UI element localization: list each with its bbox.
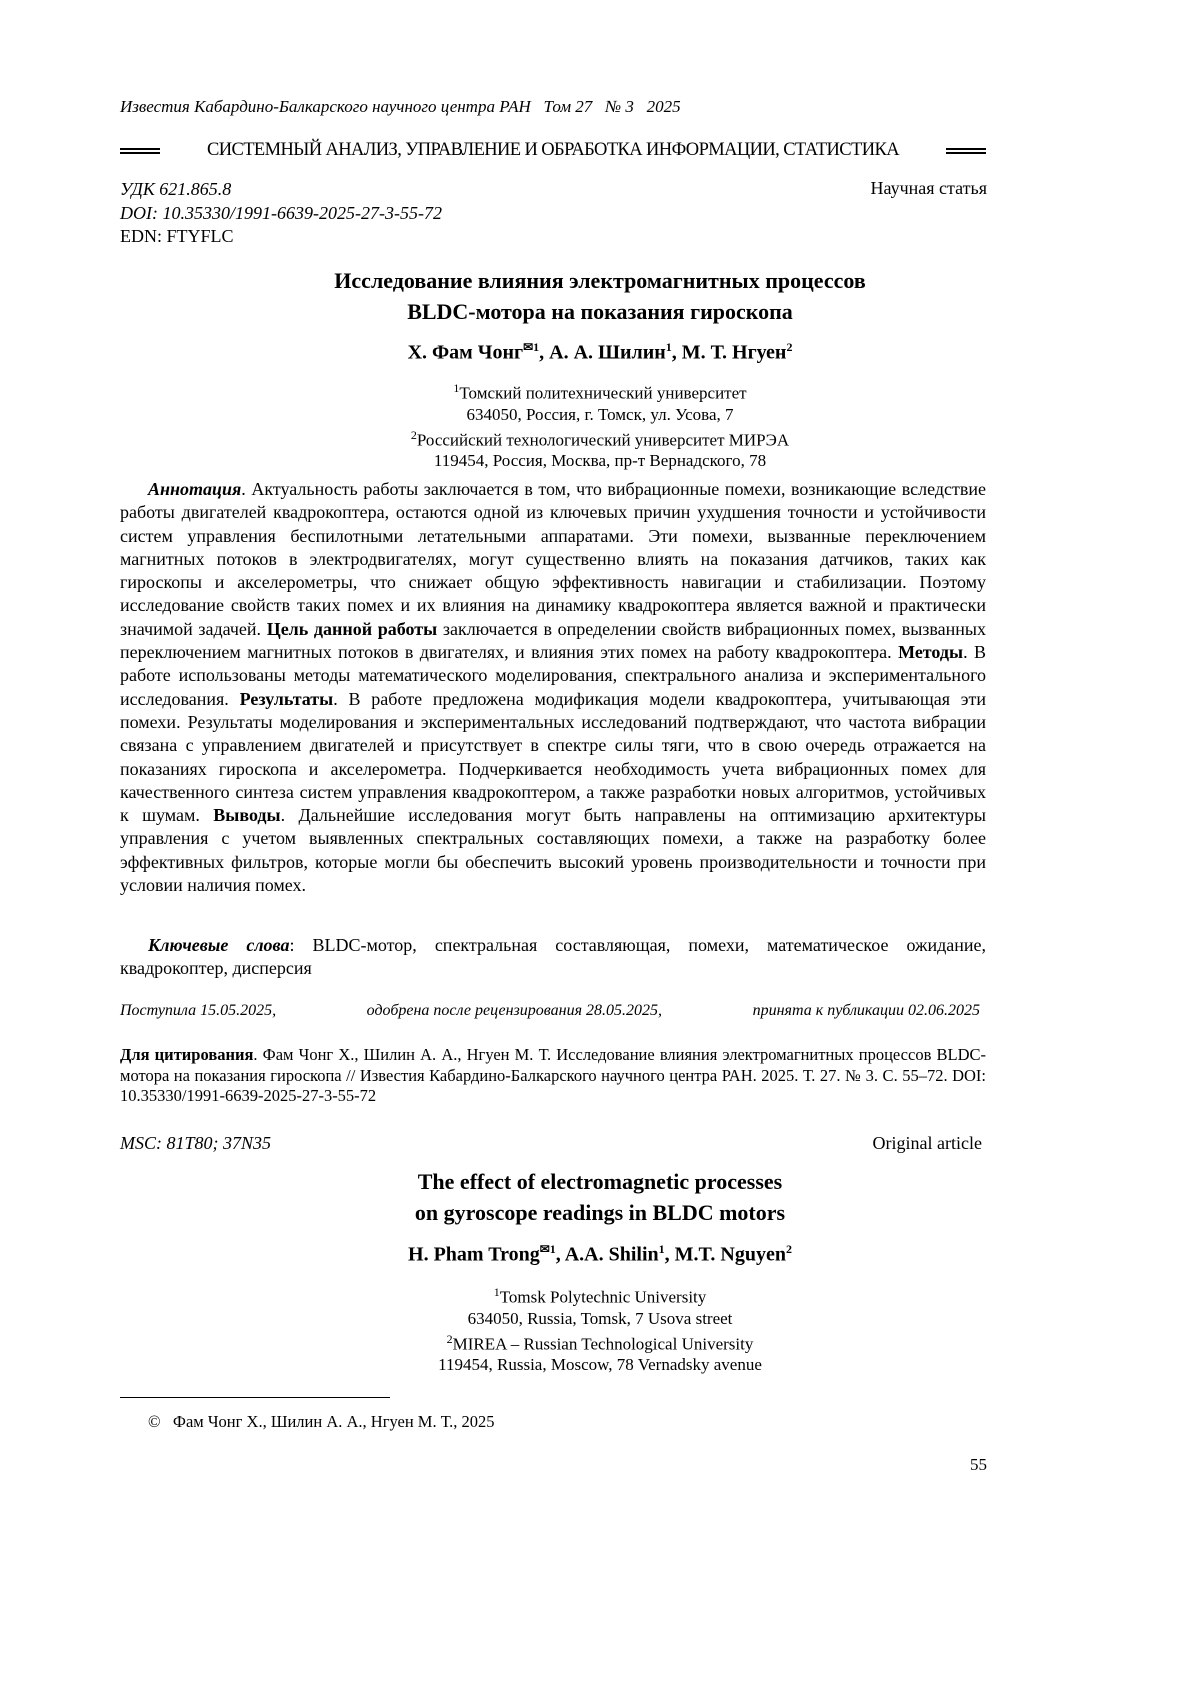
- author-sup: 2: [785, 1242, 792, 1256]
- affiliation: Томский политехнический университет: [459, 383, 747, 403]
- author: A.A. Shilin: [564, 1243, 659, 1266]
- conclusions-label: Выводы: [213, 805, 281, 826]
- title-ru: [0, 265, 1200, 327]
- rule: [946, 148, 986, 154]
- udk: УДК 621.865.8: [120, 179, 232, 199]
- author: А. А. Шилин: [549, 341, 666, 364]
- journal-header: Известия Кабардино-Балкарского научного центра РАН Том 27 № 3 2025: [120, 97, 681, 116]
- author-sup: ✉1: [539, 1242, 556, 1256]
- affiliation: MIREA – Russian Technological University: [452, 1334, 754, 1354]
- abstract-text: заключается в определении свойств вибрационных помех, вызванных переключением магнитных потоков в двигателях, и влияния этих помех на работу квадрокоптера.: [120, 618, 987, 663]
- affiliation-address: 634050, Russia, Tomsk, 7 Usova street: [467, 1308, 733, 1328]
- citation-label: Для цитирования: [120, 1045, 254, 1064]
- rule: [120, 148, 160, 154]
- section-header: [120, 140, 986, 161]
- goal-label: Цель данной работы: [266, 618, 438, 639]
- section-title: СИСТЕМНЫЙ АНАЛИЗ, УПРАВЛЕНИЕ И ОБРАБОТКА ИНФОРМАЦИИ, СТАТИСТИКА: [206, 140, 900, 160]
- keywords-text: : BLDC-мотор, спектральная составляющая, помехи, математическое ожидание, квадрокоптер, дисперсия: [120, 935, 987, 979]
- author: Х. Фам Чонг: [407, 341, 524, 364]
- article-type: Научная статья: [870, 178, 987, 198]
- affiliation-address: 119454, Russia, Moscow, 78 Vernadsky avenue: [438, 1355, 762, 1375]
- identifiers: [120, 178, 442, 249]
- title-en: [0, 1166, 1200, 1228]
- aff-sup: 2: [446, 1331, 453, 1346]
- abstract-text: . В работе предложена модификация модели квадрокоптера, учитывающая эти помехи. Результаты моделирования и экспериментальных исследований подтверждают, что частота вибрации связана с управлением двигателей и присутствует в спектре силы тяги, что в свою очередь отражается на показаниях гироскопа и акселерометра. Подчеркивается необходимость учета вибрационных помех для качественного синтеза систем управления квадрокоптером, а также разработки новых алгоритмов, устойчивых к шумам.: [120, 688, 986, 826]
- date-accepted: принята к публикации 02.06.2025: [752, 1002, 980, 1019]
- abstract: [120, 478, 986, 897]
- article-type-en: Original article: [872, 1133, 982, 1153]
- abstract-text: . Актуальность работы заключается в том, что вибрационные помехи, возникающие вследствие работы двигателей квадрокоптера, остаются одной из ключевых причин ухудшения точности и устойчивости систем управления беспилотными летательными аппаратами. Эти помехи, вызванные переключением магнитных потоков в электродвигателях, могут существенно влиять на показания датчиков, таких как гироскопы и акселерометры, что снижает общую эффективность навигации и стабилизации. Поэтому исследование свойств таких помех и их влияния на динамику квадрокоптера является важной и практически значимой задачей.: [120, 479, 986, 639]
- keywords: [120, 934, 986, 981]
- abstract-text: . В работе использованы методы математического моделирования, спектрального анализа и экспериментального исследования.: [120, 642, 986, 709]
- date-approved: одобрена после рецензирования 28.05.2025,: [366, 1002, 662, 1019]
- copyright-footnote: © Фам Чонг Х., Шилин А. А., Нгуен М. Т., 2025: [148, 1412, 495, 1431]
- results-label: Результаты: [239, 688, 334, 709]
- affiliations-ru: [0, 378, 1200, 471]
- abstract-label: Аннотация: [148, 479, 242, 499]
- title-line: on gyroscope readings in BLDC motors: [414, 1200, 786, 1225]
- title-line: The effect of electromagnetic processes: [417, 1169, 783, 1194]
- authors-en: H. Pham Trong$^{✉1}$, A.A. Shilin$^1$, M.T. Nguyen$^2$: [408, 1242, 792, 1266]
- affiliation: Tomsk Polytechnic University: [499, 1287, 707, 1307]
- edn: EDN: FTYFLC: [120, 226, 234, 246]
- author-sup: 1: [658, 1242, 665, 1256]
- author: M.T. Nguyen: [674, 1243, 786, 1266]
- title-line: BLDC-мотора на показания гироскопа: [407, 299, 793, 324]
- aff-sup: 1: [453, 381, 460, 395]
- methods-label: Методы: [898, 642, 964, 663]
- keywords-label: Ключевые слова: [148, 935, 290, 955]
- msc: MSC: 81T80; 37N35: [120, 1133, 272, 1153]
- date-received: Поступила 15.05.2025,: [120, 1002, 277, 1019]
- title-line: Исследование влияния электромагнитных процессов: [334, 268, 866, 293]
- affiliation: Российский технологический университет МИРЭА: [416, 430, 790, 450]
- affiliation-address: 119454, Россия, Москва, пр-т Вернадского, 78: [433, 451, 767, 471]
- author: М. Т. Нгуен: [681, 341, 787, 364]
- citation: [120, 1045, 986, 1107]
- abstract-text: . Дальнейшие исследования могут быть направлены на оптимизацию архитектуры управления с учетом выявленных спектральных составляющих помехи, а также на разработку более эффективных фильтров, которые могли бы обеспечить высокий уровень производительности и точности при условии наличия помех.: [120, 805, 987, 896]
- citation-text: . Фам Чонг Х., Шилин А. А., Нгуен М. Т. Исследование влияния электромагнитных процессов BLDC-мотора на показания гироскопа // Известия Кабардино-Балкарского научного центра РАН. 2025. Т. 27. № 3. С. 55–72. DOI: 10.35330/1991-6639-2025-27-3-55-72: [120, 1045, 986, 1105]
- author-sup: ✉1: [523, 340, 540, 354]
- aff-sup: 1: [493, 1285, 500, 1299]
- dates: [120, 1002, 980, 1020]
- affiliations-en: [0, 1282, 1200, 1375]
- authors-ru: Х. Фам Чонг$^{✉1}$, А. А. Шилин$^1$, М. Т. Нгуен$^2$: [407, 340, 793, 364]
- doi: DOI: 10.35330/1991-6639-2025-27-3-55-72: [120, 202, 442, 223]
- aff-sup: 2: [410, 427, 417, 442]
- page-number: 55: [970, 1455, 987, 1474]
- author-sup: 2: [786, 340, 793, 354]
- author-sup: 1: [665, 340, 672, 354]
- affiliation-address: 634050, Россия, г. Томск, ул. Усова, 7: [466, 404, 734, 424]
- author: H. Pham Trong: [408, 1243, 540, 1266]
- footnote-rule: [120, 1397, 390, 1398]
